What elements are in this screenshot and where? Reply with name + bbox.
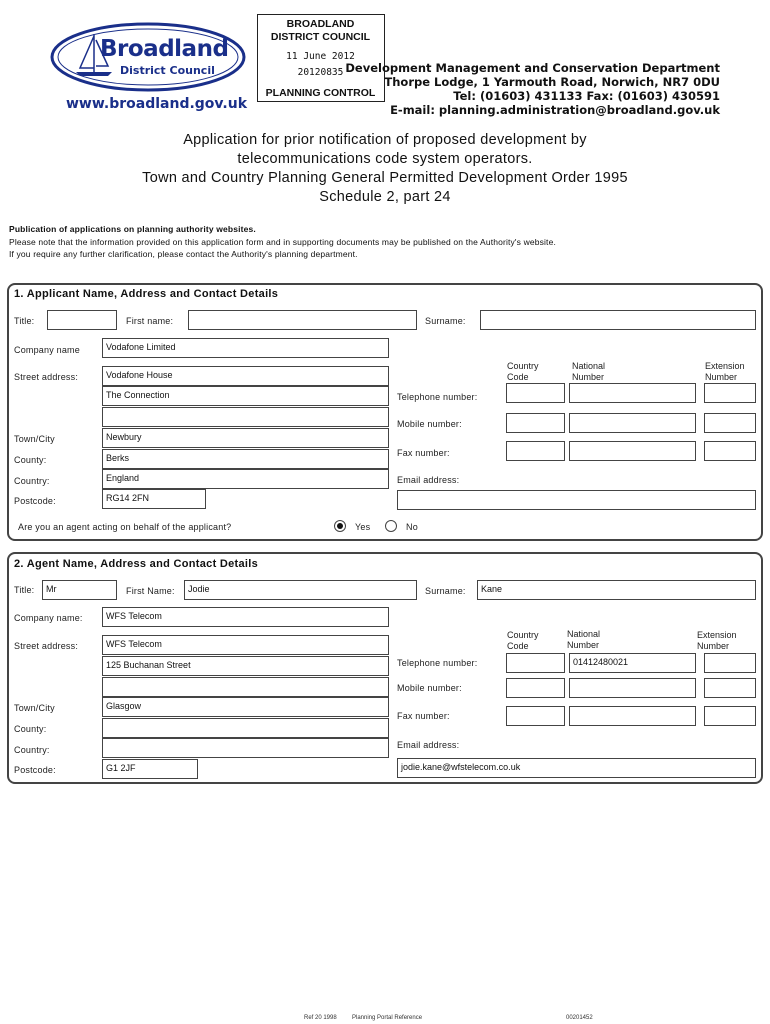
agent-street-input-1[interactable]: WFS Telecom bbox=[102, 635, 389, 655]
agent-email-input[interactable]: jodie.kane@wfstelecom.co.uk bbox=[397, 758, 756, 778]
applicant-mobile-extension[interactable] bbox=[704, 413, 756, 433]
agent-mobile-label: Mobile number: bbox=[397, 683, 462, 693]
applicant-mobile-country-code[interactable] bbox=[506, 413, 565, 433]
agent-fax-extension[interactable] bbox=[704, 706, 756, 726]
applicant-county-input[interactable]: Berks bbox=[102, 449, 389, 469]
agent-company-input[interactable]: WFS Telecom bbox=[102, 607, 389, 627]
footer-portal-reference: Planning Portal Reference bbox=[352, 1015, 423, 1021]
agent-county-label: County: bbox=[14, 724, 47, 734]
stamp-footer: PLANNING CONTROL bbox=[265, 87, 376, 99]
agent-no-radio[interactable] bbox=[385, 520, 397, 532]
agent-company-label: Company name: bbox=[14, 613, 83, 623]
applicant-town-label: Town/City bbox=[14, 434, 55, 444]
publication-note: Please note that the information provided on this application form and in supporting documents may be published on the Authority's website. bbox=[9, 237, 556, 247]
agent-yes-label: Yes bbox=[355, 522, 371, 532]
applicant-fax-national[interactable] bbox=[569, 441, 696, 461]
applicant-email-label: Email address: bbox=[397, 475, 460, 485]
agent-first-name-input[interactable]: Jodie bbox=[184, 580, 417, 600]
form-title-line3: Town and Country Planning General Permitted Development Order 1995 bbox=[142, 170, 628, 186]
applicant-first-name-input[interactable] bbox=[188, 310, 417, 330]
agent-country-input[interactable] bbox=[102, 738, 389, 758]
agent-surname-label: Surname: bbox=[425, 586, 466, 596]
form-title-line2: telecommunications code system operators. bbox=[237, 151, 533, 167]
applicant-mobile-label: Mobile number: bbox=[397, 419, 462, 429]
agent-street-input-3[interactable] bbox=[102, 677, 389, 697]
stamp-date: 11 June 2012 bbox=[286, 51, 355, 62]
agent-no-label: No bbox=[406, 522, 418, 532]
agent-country-label: Country: bbox=[14, 745, 50, 755]
form-title-line4: Schedule 2, part 24 bbox=[319, 189, 451, 205]
applicant-surname-label: Surname: bbox=[425, 316, 466, 326]
applicant-county-label: County: bbox=[14, 455, 47, 465]
applicant-postcode-label: Postcode: bbox=[14, 496, 56, 506]
agent-street-input-2[interactable]: 125 Buchanan Street bbox=[102, 656, 389, 676]
website-link[interactable]: www.broadland.gov.uk bbox=[66, 96, 248, 112]
publication-heading: Publication of applications on planning authority websites. bbox=[9, 224, 256, 234]
agent-country-code-header: Country Code bbox=[507, 630, 539, 651]
applicant-fax-extension[interactable] bbox=[704, 441, 756, 461]
agent-email-label: Email address: bbox=[397, 740, 460, 750]
agent-question-label: Are you an agent acting on behalf of the applicant? bbox=[18, 522, 232, 532]
agent-first-name-label: First Name: bbox=[126, 586, 175, 596]
agent-fax-national[interactable] bbox=[569, 706, 696, 726]
applicant-title-label: Title: bbox=[14, 316, 35, 326]
applicant-street-label: Street address: bbox=[14, 372, 79, 382]
applicant-first-name-label: First name: bbox=[126, 316, 174, 326]
footer-ref: Ref 20 1998 bbox=[304, 1015, 337, 1021]
agent-fax-country-code[interactable] bbox=[506, 706, 565, 726]
logo-subtitle: District Council bbox=[120, 64, 215, 77]
applicant-telephone-extension[interactable] bbox=[704, 383, 756, 403]
applicant-surname-input[interactable] bbox=[480, 310, 756, 330]
agent-telephone-extension[interactable] bbox=[704, 653, 756, 673]
agent-postcode-input[interactable]: G1 2JF bbox=[102, 759, 198, 779]
applicant-national-number-header: National Number bbox=[572, 361, 606, 382]
agent-fax-label: Fax number: bbox=[397, 711, 450, 721]
agent-national-number-header: National Number bbox=[567, 629, 601, 650]
agent-mobile-national[interactable] bbox=[569, 678, 696, 698]
form-title-line1: Application for prior notification of proposed development by bbox=[183, 132, 587, 148]
department-name: Development Management and Conservation Department bbox=[345, 61, 720, 75]
applicant-section-title: 1. Applicant Name, Address and Contact Details bbox=[14, 288, 279, 300]
received-stamp bbox=[257, 14, 385, 102]
agent-title-label: Title: bbox=[14, 585, 35, 595]
stamp-reference: 20120835 bbox=[297, 67, 344, 78]
agent-postcode-label: Postcode: bbox=[14, 765, 56, 775]
council-logo bbox=[50, 22, 246, 92]
applicant-extension-header: Extension Number bbox=[705, 361, 745, 382]
agent-telephone-country-code[interactable] bbox=[506, 653, 565, 673]
applicant-fax-country-code[interactable] bbox=[506, 441, 565, 461]
department-address: Thorpe Lodge, 1 Yarmouth Road, Norwich, NR7 0DU bbox=[384, 75, 720, 89]
applicant-country-input[interactable]: England bbox=[102, 469, 389, 489]
agent-mobile-extension[interactable] bbox=[704, 678, 756, 698]
agent-yes-radio[interactable] bbox=[334, 520, 346, 532]
agent-mobile-country-code[interactable] bbox=[506, 678, 565, 698]
applicant-town-input[interactable]: Newbury bbox=[102, 428, 389, 448]
publication-clarification: If you require any further clarification, please contact the Authority's planning department. bbox=[9, 249, 358, 259]
agent-telephone-national[interactable]: 01412480021 bbox=[569, 653, 696, 673]
stamp-line2: DISTRICT COUNCIL bbox=[270, 31, 371, 43]
applicant-company-input[interactable]: Vodafone Limited bbox=[102, 338, 389, 358]
agent-surname-input[interactable]: Kane bbox=[477, 580, 756, 600]
applicant-telephone-label: Telephone number: bbox=[397, 392, 478, 402]
agent-title-input[interactable]: Mr bbox=[42, 580, 117, 600]
agent-town-label: Town/City bbox=[14, 703, 55, 713]
department-email: E-mail: planning.administration@broadland.gov.uk bbox=[390, 103, 720, 117]
footer-number: 00201452 bbox=[566, 1015, 593, 1021]
agent-extension-header: Extension Number bbox=[697, 630, 737, 651]
agent-telephone-label: Telephone number: bbox=[397, 658, 478, 668]
agent-section-title: 2. Agent Name, Address and Contact Details bbox=[14, 558, 259, 570]
applicant-street-input-3[interactable] bbox=[102, 407, 389, 427]
applicant-fax-label: Fax number: bbox=[397, 448, 450, 458]
logo-name: Broadland bbox=[100, 36, 229, 62]
agent-town-input[interactable]: Glasgow bbox=[102, 697, 389, 717]
agent-county-input[interactable] bbox=[102, 718, 389, 738]
applicant-country-label: Country: bbox=[14, 476, 50, 486]
applicant-street-input-2[interactable]: The Connection bbox=[102, 386, 389, 406]
applicant-email-input[interactable] bbox=[397, 490, 756, 510]
applicant-telephone-national[interactable] bbox=[569, 383, 696, 403]
stamp-line1: BROADLAND bbox=[286, 18, 355, 30]
applicant-mobile-national[interactable] bbox=[569, 413, 696, 433]
applicant-country-code-header: Country Code bbox=[507, 361, 539, 382]
applicant-postcode-input[interactable]: RG14 2FN bbox=[102, 489, 206, 509]
department-telfax: Tel: (01603) 431133 Fax: (01603) 430591 bbox=[453, 89, 720, 103]
applicant-street-input-1[interactable]: Vodafone House bbox=[102, 366, 389, 386]
applicant-title-input[interactable] bbox=[47, 310, 117, 330]
applicant-telephone-country-code[interactable] bbox=[506, 383, 565, 403]
agent-street-label: Street address: bbox=[14, 641, 79, 651]
applicant-company-label: Company name bbox=[14, 345, 80, 355]
